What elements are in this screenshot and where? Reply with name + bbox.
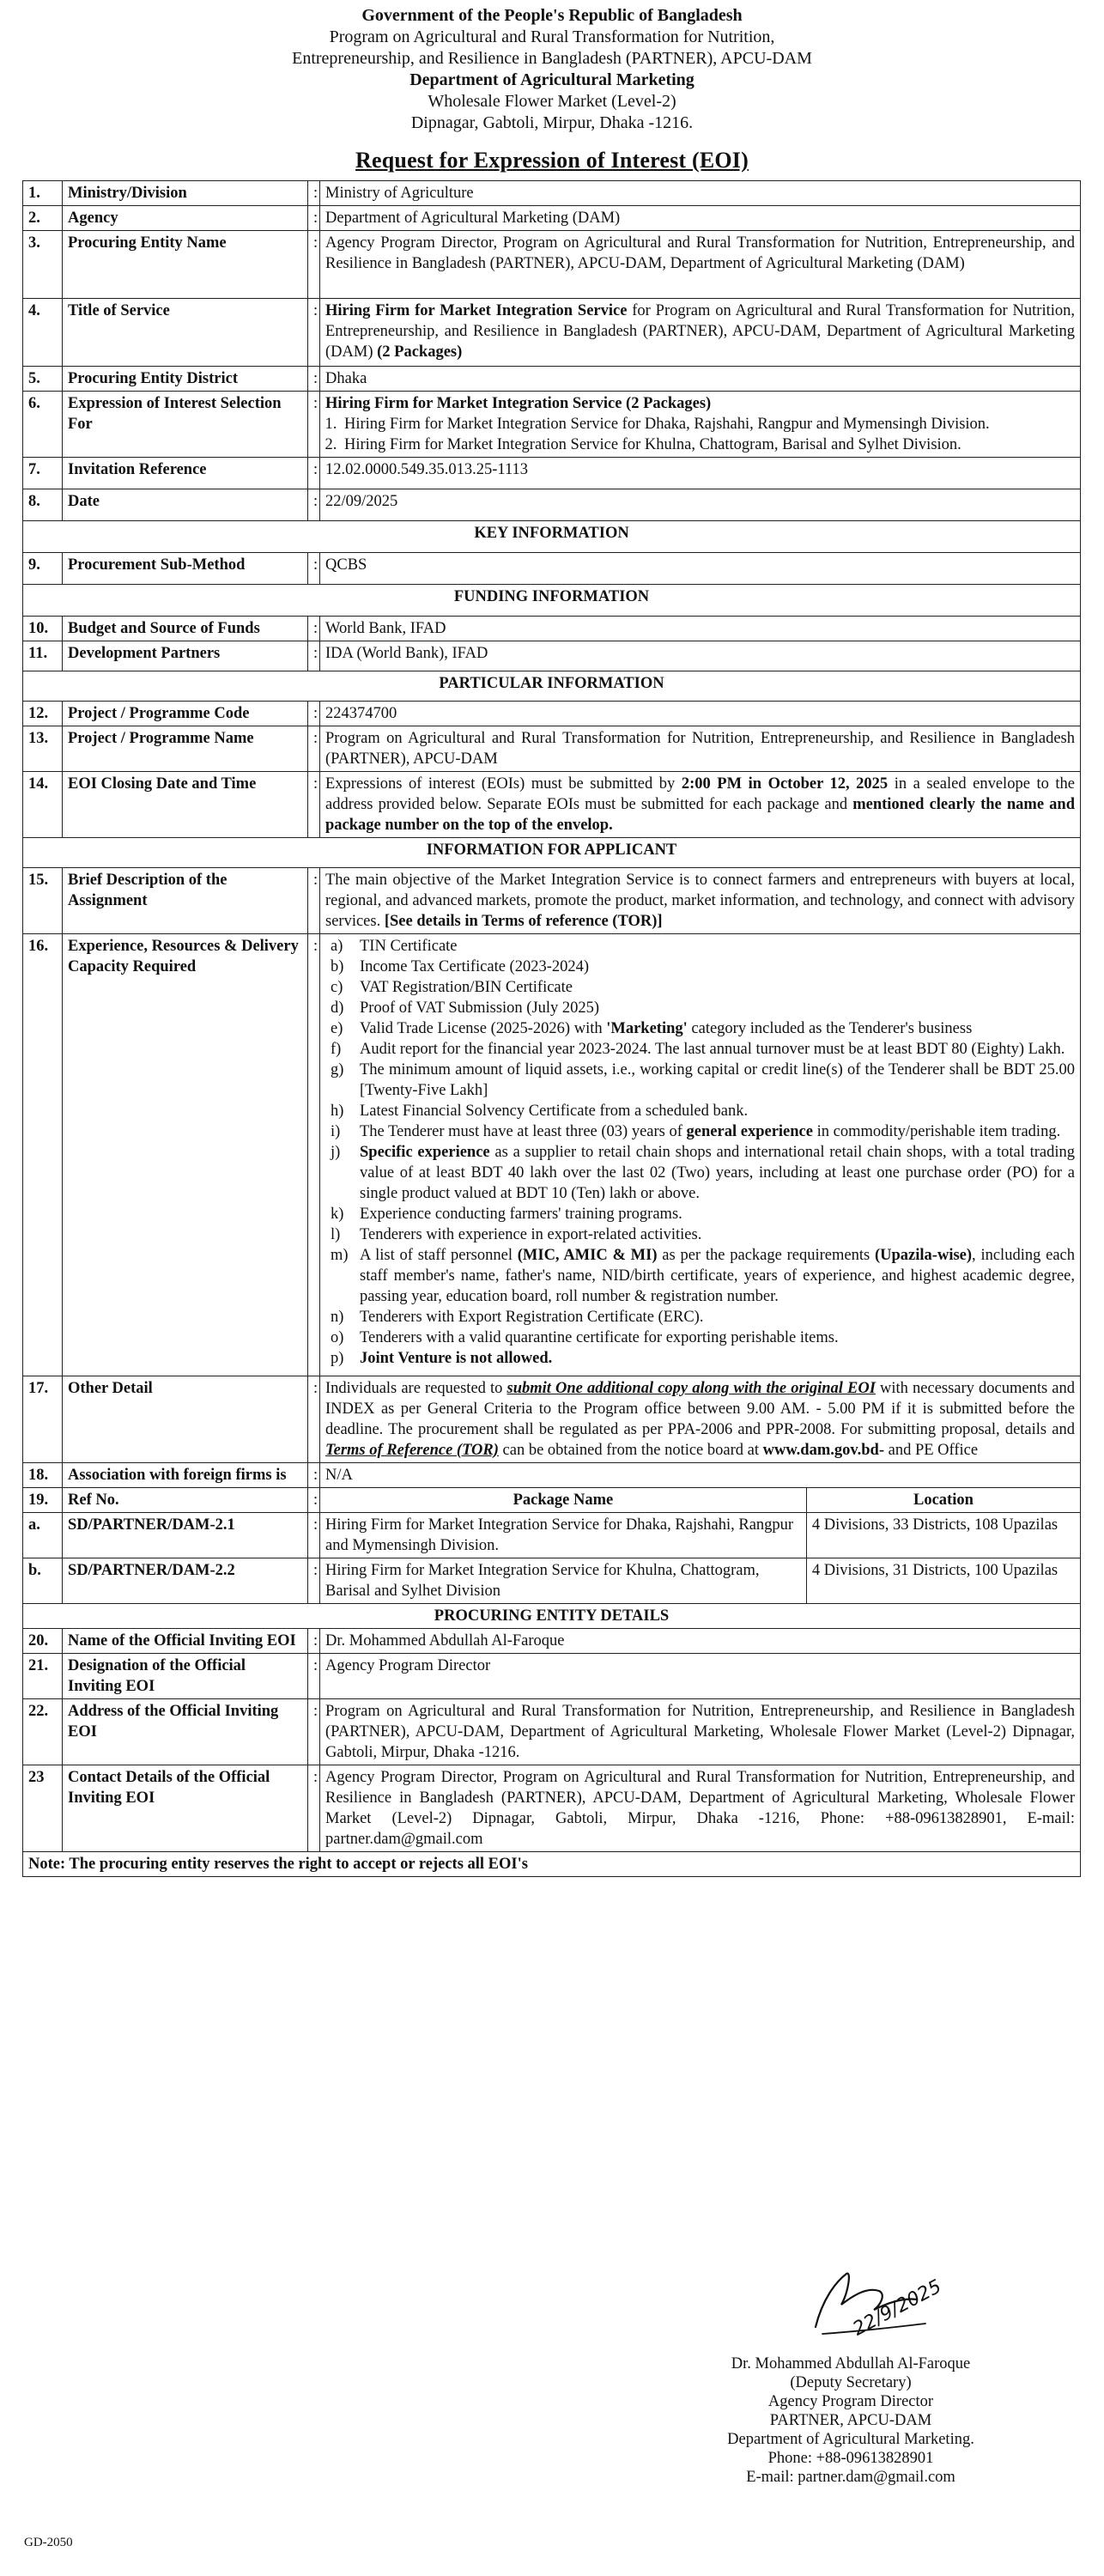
note-row	[23, 1852, 1081, 1877]
list-item	[325, 977, 1075, 998]
section-header	[23, 838, 1081, 868]
row-number: 21.	[23, 1654, 63, 1699]
package-header	[320, 1488, 1080, 1512]
row-value	[320, 299, 1081, 367]
item-text-bold: (Upazila-wise)	[875, 1247, 973, 1264]
row-number: 4.	[23, 299, 63, 367]
row-label: Experience, Resources & Delivery Capacity Required	[63, 934, 308, 1376]
item-text-part: , including each staff member's name, father's name, NID/birth certificate, years of experience, and highest academic degree, passing year, education board, roll number & registration number.	[360, 1247, 1075, 1305]
table-row	[23, 367, 1081, 392]
section-particular-information: PARTICULAR INFORMATION	[23, 671, 1081, 702]
signature-mark	[797, 2248, 977, 2351]
package-ref: SD/PARTNER/DAM-2.1	[63, 1513, 308, 1558]
table-row	[23, 299, 1081, 367]
item-text: Tenderers with experience in export-related activities.	[360, 1226, 702, 1243]
list-item	[325, 1039, 1075, 1060]
footer-code: GD-2050	[24, 2536, 73, 2549]
row-value: Agency Program Director, Program on Agricultural and Rural Transformation for Nutrition, Entrepreneurship, and Resilience in Bangladesh (PARTNER), APCU-DAM, Department of Agricultural Marketing (DAM)	[320, 231, 1081, 299]
item-text: Latest Financial Solvency Certificate from a scheduled bank.	[360, 1103, 749, 1120]
row-label: Procurement Sub-Method	[63, 553, 308, 585]
table-row	[23, 489, 1081, 521]
row-colon: :	[308, 1629, 320, 1654]
assignment-description: The main objective of the Market Integration Service is to connect farmers and entrepreneurs with buyers at local, regional, and advanced markets, promote the product, market information, and technology, and connect with advisory services.	[325, 872, 1075, 930]
item-text: Tenderers with Export Registration Certificate (ERC).	[360, 1309, 704, 1326]
row-label: Designation of the Official Inviting EOI	[63, 1654, 308, 1699]
package-header-cell	[320, 1488, 1081, 1513]
row-number: 23	[23, 1765, 63, 1852]
row-colon: :	[308, 1376, 320, 1463]
row-number: 12.	[23, 702, 63, 726]
section-funding-information: FUNDING INFORMATION	[23, 585, 1081, 617]
closing-deadline: 2:00 PM in October 12, 2025	[681, 775, 889, 793]
item-text: VAT Registration/BIN Certificate	[360, 979, 573, 996]
item-text	[360, 1018, 1075, 1039]
row-number: 20.	[23, 1629, 63, 1654]
row-colon: :	[308, 181, 320, 206]
table-row	[23, 1765, 1081, 1852]
row-number: 6.	[23, 392, 63, 458]
item-text: Proof of VAT Submission (July 2025)	[360, 999, 600, 1017]
row-number: 1.	[23, 181, 63, 206]
row-label: Invitation Reference	[63, 458, 308, 489]
signatory-designation: Agency Program Director	[767, 2393, 934, 2410]
item-letter: b)	[331, 958, 344, 975]
row-value: Program on Agricultural and Rural Transformation for Nutrition, Entrepreneurship, and Resilience in Bangladesh (PARTNER), APCU-DAM, Department of Agricultural Marketing, Wholesale Flower Market (Level-2) Dipnagar, Gabtoli, Mirpur, Dhaka -1216.	[320, 1699, 1081, 1765]
row-colon: :	[308, 553, 320, 585]
row-colon: :	[308, 702, 320, 726]
signature-block	[709, 2354, 992, 2487]
item-text-part: Valid Trade License (2025-2026) with	[360, 1020, 607, 1037]
row-number: 17.	[23, 1376, 63, 1463]
signatory-department: Department of Agricultural Marketing.	[727, 2431, 974, 2448]
section-header	[23, 521, 1081, 553]
item-text-part: in commodity/perishable item trading.	[812, 1123, 1061, 1140]
row-value: QCBS	[320, 553, 1081, 585]
row-colon: :	[308, 392, 320, 458]
table-row	[23, 206, 1081, 231]
website-link[interactable]: www.dam.gov.bd-	[762, 1442, 884, 1459]
table-row	[23, 181, 1081, 206]
row-colon: :	[308, 231, 320, 299]
list-item	[325, 1327, 1075, 1348]
table-row	[23, 934, 1081, 1376]
item-text-part: as per the package requirements	[657, 1247, 875, 1264]
row-label: Contact Details of the Official Inviting EOI	[63, 1765, 308, 1852]
header-department: Department of Agricultural Marketing	[409, 70, 695, 89]
list-item	[325, 957, 1075, 977]
list-item	[325, 1348, 1075, 1369]
list-item	[325, 1245, 1075, 1307]
list-item: 2. Hiring Firm for Market Integration Service for Khulna, Chattogram, Barisal and Sylhet Division.	[341, 434, 1075, 455]
detail-text: can be obtained from the notice board at	[498, 1442, 763, 1459]
closing-instruction: mentioned clearly the name and package number on the top of the envelop.	[325, 796, 1075, 834]
row-label: Other Detail	[63, 1376, 308, 1463]
row-label: EOI Closing Date and Time	[63, 772, 308, 838]
package-name: Hiring Firm for Market Integration Service for Khulna, Chattogram, Barisal and Sylhet Division	[320, 1558, 806, 1603]
row-label: Address of the Official Inviting EOI	[63, 1699, 308, 1765]
row-colon: :	[308, 489, 320, 521]
closing-text: in a sealed envelope to the address provided below. Separate EOIs must be submitted for each package and	[325, 775, 1075, 813]
row-colon: :	[308, 641, 320, 671]
row-number: 2.	[23, 206, 63, 231]
section-information-for-applicant: INFORMATION FOR APPLICANT	[23, 838, 1081, 868]
signatory-email[interactable]: E-mail: partner.dam@gmail.com	[746, 2469, 955, 2486]
list-item	[325, 1204, 1075, 1224]
item-text-part: A list of staff personnel	[360, 1247, 518, 1264]
row-label: Expression of Interest Selection For	[63, 392, 308, 458]
row-value: N/A	[320, 1463, 1081, 1488]
row-colon: :	[308, 1513, 320, 1558]
table-row	[23, 702, 1081, 726]
list-item	[325, 1307, 1075, 1327]
row-label: Budget and Source of Funds	[63, 617, 308, 641]
section-header	[23, 671, 1081, 702]
row-number: 13.	[23, 726, 63, 772]
table-row	[23, 1629, 1081, 1654]
package-count: (2 Packages)	[377, 343, 463, 361]
row-value: World Bank, IFAD	[320, 617, 1081, 641]
requirements-list	[325, 936, 1075, 1369]
item-text	[360, 1245, 1075, 1307]
row-label: Date	[63, 489, 308, 521]
item-text: TIN Certificate	[360, 938, 458, 955]
row-number: 22.	[23, 1699, 63, 1765]
section-key-information: KEY INFORMATION	[23, 521, 1081, 553]
table-row	[23, 772, 1081, 838]
item-text: Joint Venture is not allowed.	[360, 1350, 553, 1367]
row-number: 14.	[23, 772, 63, 838]
row-number: 19.	[23, 1488, 63, 1513]
row-colon: :	[308, 299, 320, 367]
item-text-part: The Tenderer must have at least three (03) years of	[360, 1123, 687, 1140]
item-text: Income Tax Certificate (2023-2024)	[360, 958, 590, 975]
row-value: IDA (World Bank), IFAD	[320, 641, 1081, 671]
row-value: Program on Agricultural and Rural Transformation for Nutrition, Entrepreneurship, and Resilience in Bangladesh (PARTNER), APCU-DAM	[320, 726, 1081, 772]
item-letter: f)	[331, 1041, 342, 1058]
document-header	[0, 0, 1104, 134]
page-title: Request for Expression of Interest (EOI)	[355, 148, 749, 173]
item-letter: k)	[331, 1206, 344, 1223]
row-number: a.	[23, 1513, 63, 1558]
row-colon: :	[308, 1699, 320, 1765]
row-number: b.	[23, 1558, 63, 1604]
item-text-part: as a supplier to retail chain shops and international retail chain shops, with a total trading value of at least BDT 40 lakh over the last 02 (Two) years, including at least one purchase order (PO) for a single product valued at BDT 10 (Ten) lakh or above.	[360, 1144, 1075, 1202]
signature-date: 22/9/2025	[849, 2275, 945, 2341]
eoi-table	[22, 180, 1081, 1877]
row-colon: :	[308, 458, 320, 489]
row-colon: :	[308, 617, 320, 641]
table-row	[23, 1558, 1081, 1604]
package-name: Hiring Firm for Market Integration Service for Dhaka, Rajshahi, Rangpur and Mymensingh Division.	[320, 1513, 806, 1558]
row-label: Development Partners	[63, 641, 308, 671]
row-value: 224374700	[320, 702, 1081, 726]
item-letter: m)	[331, 1247, 349, 1264]
signatory-phone: Phone: +88-09613828901	[767, 2450, 934, 2467]
item-text-bold: (MIC, AMIC & MI)	[517, 1247, 658, 1264]
row-colon: :	[308, 367, 320, 392]
header-address-line1: Wholesale Flower Market (Level-2)	[428, 92, 676, 111]
row-label: Project / Programme Name	[63, 726, 308, 772]
table-row	[23, 1513, 1081, 1558]
item-letter: e)	[331, 1020, 343, 1037]
list-item	[325, 936, 1075, 957]
header-government: Government of the People's Republic of Bangladesh	[361, 6, 743, 25]
table-row	[23, 641, 1081, 671]
list-item	[325, 1018, 1075, 1039]
row-number: 10.	[23, 617, 63, 641]
row-colon: :	[308, 1654, 320, 1699]
section-header	[23, 1604, 1081, 1629]
closing-text: Expressions of interest (EOIs) must be submitted by	[325, 775, 682, 793]
column-header-location: Location	[913, 1492, 974, 1509]
row-number: 9.	[23, 553, 63, 585]
item-letter: d)	[331, 999, 344, 1017]
item-text: Tenderers with a valid quarantine certificate for exporting perishable items.	[360, 1329, 839, 1346]
row-label: Title of Service	[63, 299, 308, 367]
package-cell	[320, 1558, 1081, 1604]
service-title: Hiring Firm for Market Integration Service	[325, 302, 628, 319]
item-text: Audit report for the financial year 2023-2024. The last annual turnover must be at least BDT 80 (Eighty) Lakh.	[360, 1041, 1065, 1058]
service-desc: for Program on Agricultural and Rural Transformation for Nutrition, Entrepreneurship, and Resilience in Bangladesh (PARTNER), APCU-DAM, Department of Agricultural Marketing (DAM)	[325, 302, 1075, 361]
item-text-bold: Specific experience	[360, 1144, 490, 1161]
row-label: Ref No.	[63, 1488, 308, 1513]
row-value: Agency Program Director, Program on Agricultural and Rural Transformation for Nutrition, Entrepreneurship, and Resilience in Bangladesh (PARTNER), APCU-DAM, Department of Agricultural Marketing, Wholesale Flower Market (Level-2) Dipnagar, Gabtoli, Mirpur, Dhaka -1216, Phone: +88-09613828901, E-mail: partner.dam@gmail.com	[320, 1765, 1081, 1852]
row-label: Association with foreign firms is	[63, 1463, 308, 1488]
row-value: Agency Program Director	[320, 1654, 1081, 1699]
row-value	[320, 868, 1081, 934]
package-ref: SD/PARTNER/DAM-2.2	[63, 1558, 308, 1604]
row-colon: :	[308, 934, 320, 1376]
row-number: 11.	[23, 641, 63, 671]
item-text: Experience conducting farmers' training programs.	[360, 1206, 682, 1223]
row-number: 3.	[23, 231, 63, 299]
item-text: The minimum amount of liquid assets, i.e., working capital or credit line(s) of the Tenderer shall be BDT 25.00 [Twenty-Five Lakh]	[360, 1061, 1075, 1099]
list-item	[325, 1101, 1075, 1121]
table-row	[23, 1463, 1081, 1488]
row-value	[320, 772, 1081, 838]
row-value: Department of Agricultural Marketing (DAM)	[320, 206, 1081, 231]
column-header-package: Package Name	[320, 1488, 806, 1512]
item-letter: p)	[331, 1350, 344, 1367]
row-label: Procuring Entity District	[63, 367, 308, 392]
table-row	[23, 1699, 1081, 1765]
table-row	[23, 1488, 1081, 1513]
selection-list	[325, 414, 1075, 455]
item-text-bold: 'Marketing'	[606, 1020, 688, 1037]
row-number: 8.	[23, 489, 63, 521]
table-row	[23, 1376, 1081, 1463]
row-label: Name of the Official Inviting EOI	[63, 1629, 308, 1654]
item-letter: l)	[331, 1226, 341, 1243]
row-colon: :	[308, 868, 320, 934]
section-header	[23, 585, 1081, 617]
package-row	[320, 1513, 1080, 1558]
table-row	[23, 617, 1081, 641]
row-label: Agency	[63, 206, 308, 231]
row-number: 16.	[23, 934, 63, 1376]
list-item	[325, 1121, 1075, 1142]
detail-text: Individuals are requested to	[325, 1380, 507, 1397]
list-item	[325, 1142, 1075, 1204]
package-row	[320, 1558, 1080, 1603]
table-row	[23, 458, 1081, 489]
signatory-name: Dr. Mohammed Abdullah Al-Faroque	[731, 2355, 971, 2372]
row-value: Dr. Mohammed Abdullah Al-Faroque	[320, 1629, 1081, 1654]
package-location: 4 Divisions, 31 Districts, 100 Upazilas	[811, 1562, 1059, 1579]
row-label: Procuring Entity Name	[63, 231, 308, 299]
item-text	[360, 1121, 1075, 1142]
row-value: Dhaka	[320, 367, 1081, 392]
row-colon: :	[308, 726, 320, 772]
row-value: 12.02.0000.549.35.013.25-1113	[320, 458, 1081, 489]
signatory-title: (Deputy Secretary)	[790, 2374, 912, 2391]
row-label: Brief Description of the Assignment	[63, 868, 308, 934]
table-row	[23, 553, 1081, 585]
item-letter: o)	[331, 1329, 344, 1346]
row-value	[320, 934, 1081, 1376]
row-number: 5.	[23, 367, 63, 392]
list-item	[325, 1060, 1075, 1101]
row-label: Project / Programme Code	[63, 702, 308, 726]
row-number: 15.	[23, 868, 63, 934]
row-value	[320, 392, 1081, 458]
row-value: Ministry of Agriculture	[320, 181, 1081, 206]
item-letter: j)	[331, 1144, 341, 1161]
item-text	[360, 1142, 1075, 1204]
row-colon: :	[308, 206, 320, 231]
table-row	[23, 392, 1081, 458]
row-colon: :	[308, 1558, 320, 1604]
list-item: 1. Hiring Firm for Market Integration Service for Dhaka, Rajshahi, Rangpur and Mymensingh Division.	[341, 414, 1075, 434]
package-location: 4 Divisions, 33 Districts, 108 Upazilas	[811, 1516, 1059, 1534]
item-letter: g)	[331, 1061, 344, 1078]
item-text-bold: general experience	[686, 1123, 813, 1140]
table-row	[23, 868, 1081, 934]
header-program-line2: Entrepreneurship, and Resilience in Bangladesh (PARTNER), APCU-DAM	[292, 49, 812, 68]
item-letter: c)	[331, 979, 343, 996]
row-colon: :	[308, 1488, 320, 1513]
section-procuring-entity-details: PROCURING ENTITY DETAILS	[23, 1604, 1081, 1629]
row-colon: :	[308, 1463, 320, 1488]
tor-reference: [See details in Terms of reference (TOR)]	[384, 913, 663, 930]
item-text-part: category included as the Tenderer's business	[687, 1020, 973, 1037]
row-number: 18.	[23, 1463, 63, 1488]
package-cell	[320, 1513, 1081, 1558]
row-label: Ministry/Division	[63, 181, 308, 206]
row-colon: :	[308, 1765, 320, 1852]
selection-heading: Hiring Firm for Market Integration Service (2 Packages)	[325, 395, 712, 412]
detail-text: and PE Office	[883, 1442, 979, 1459]
row-colon: :	[308, 772, 320, 838]
list-item	[325, 1224, 1075, 1245]
disclaimer-note: Note: The procuring entity reserves the right to accept or rejects all EOI's	[23, 1852, 1081, 1877]
item-letter: n)	[331, 1309, 344, 1326]
detail-emphasis: Terms of Reference (TOR)	[325, 1442, 499, 1459]
row-number: 7.	[23, 458, 63, 489]
header-program-line1: Program on Agricultural and Rural Transformation for Nutrition,	[329, 27, 775, 46]
table-row	[23, 231, 1081, 299]
table-row	[23, 1654, 1081, 1699]
item-letter: a)	[331, 938, 343, 955]
header-address-line2: Dipnagar, Gabtoli, Mirpur, Dhaka -1216.	[410, 113, 694, 132]
list-item	[325, 998, 1075, 1018]
detail-text: with necessary documents and INDEX as per General Criteria to the Program office between 9.00 AM. - 5.00 PM if it is submitted before the deadline. The procurement shall be regulated as per PPA-2006 and PPR-2008. For submitting proposal, details and	[325, 1380, 1075, 1438]
table-row	[23, 726, 1081, 772]
row-value	[320, 1376, 1081, 1463]
row-value: 22/09/2025	[320, 489, 1081, 521]
item-letter: h)	[331, 1103, 344, 1120]
item-letter: i)	[331, 1123, 341, 1140]
signatory-org: PARTNER, APCU-DAM	[769, 2412, 932, 2429]
detail-emphasis: submit One additional copy along with the original EOI	[507, 1380, 876, 1397]
